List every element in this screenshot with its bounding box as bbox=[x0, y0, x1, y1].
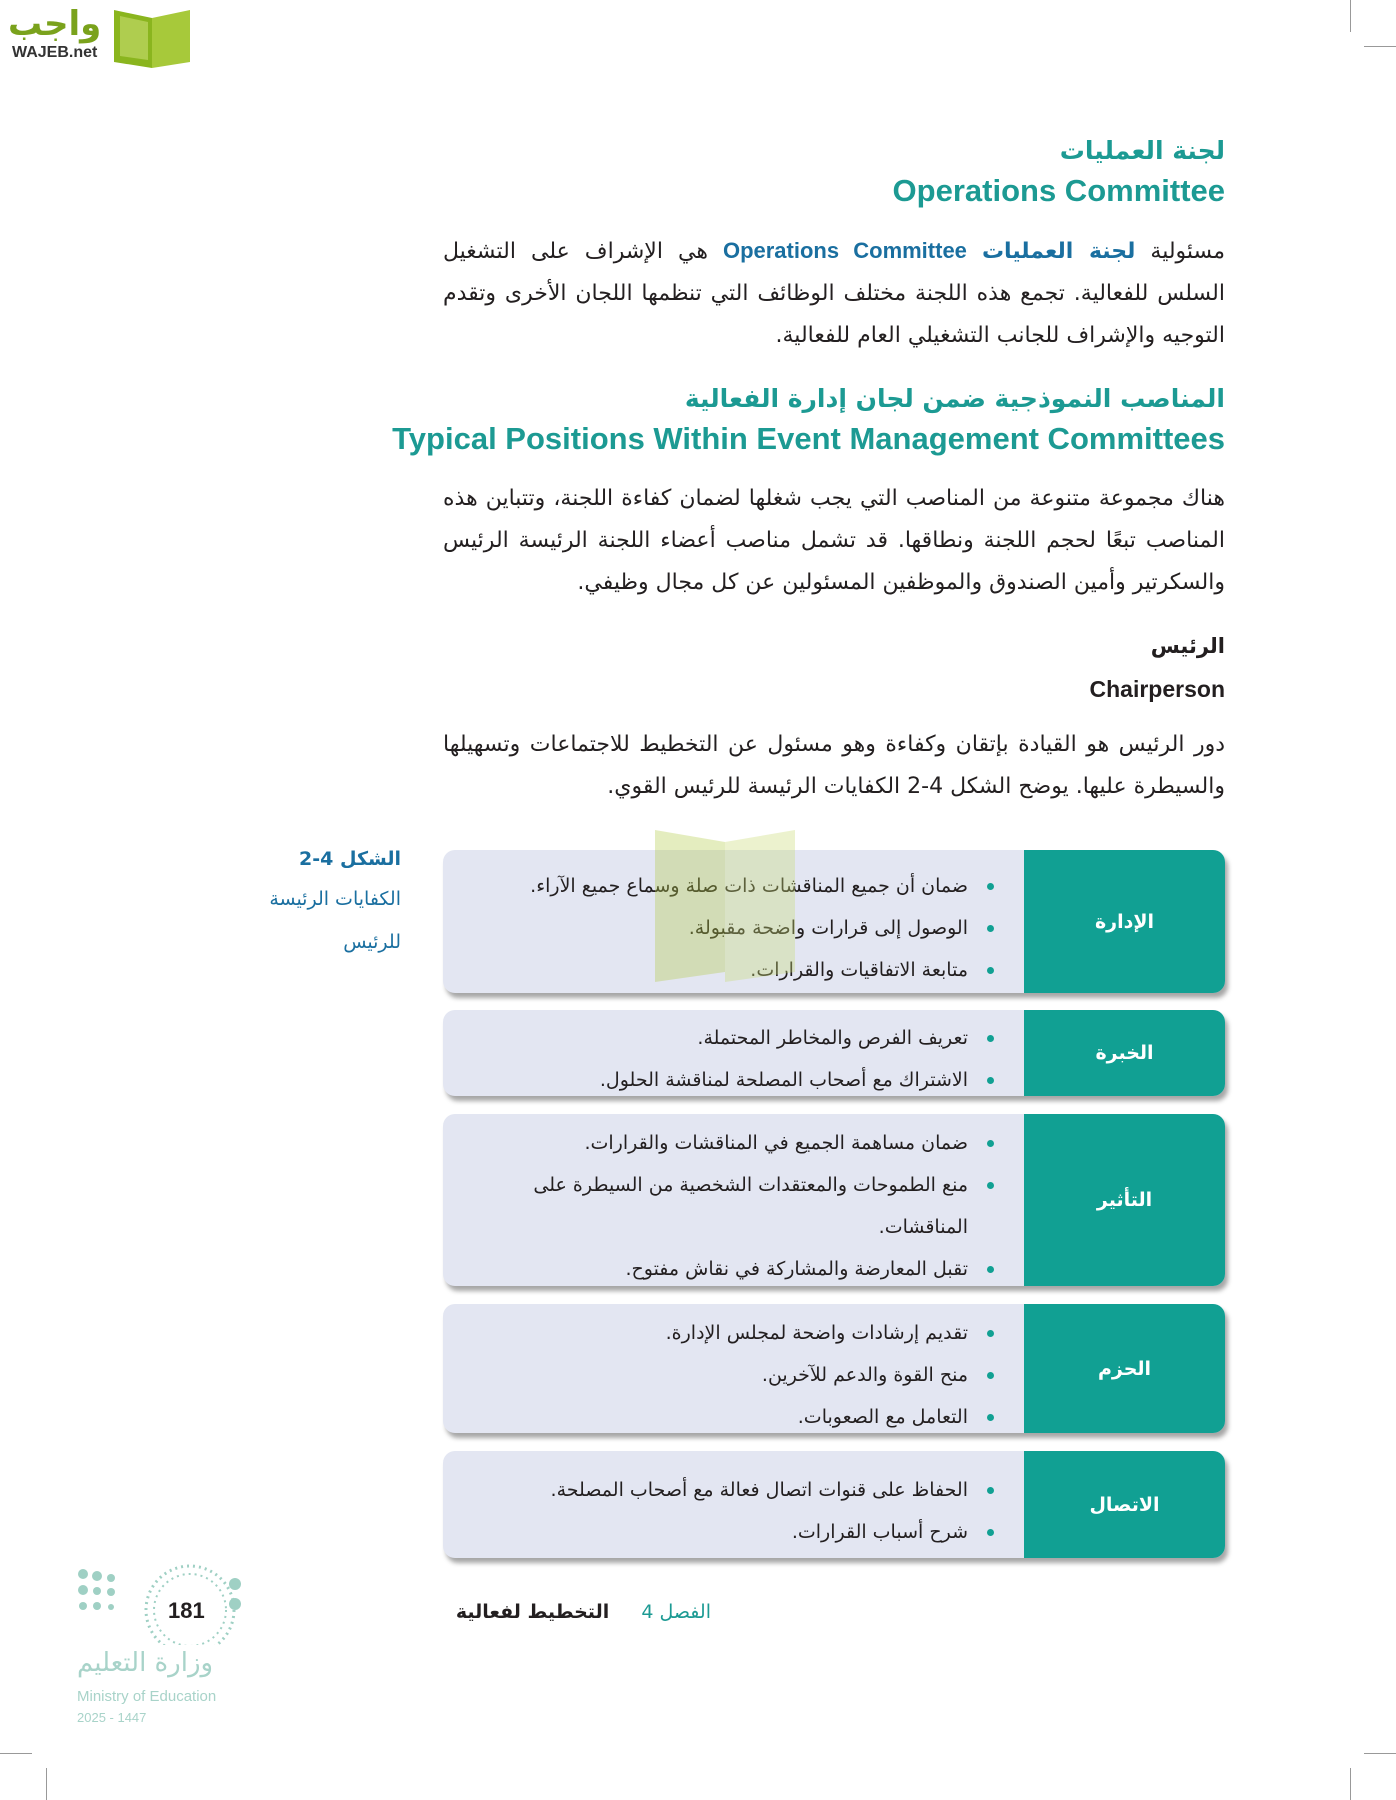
competency-label: الحزم bbox=[1024, 1304, 1225, 1433]
chapter-label: الفصل 4 bbox=[641, 1601, 711, 1623]
chair-paragraph: دور الرئيس هو القيادة بإتقان وكفاءة وهو مسئول عن التخطيط للاجتماعات وتسهيلها والسيطرة عليها. يوضح الشكل 4-2 الكفايات الرئيسة للرئيس القوي. bbox=[443, 732, 1225, 799]
figure-caption: الكفايات الرئيسة bbox=[269, 888, 401, 910]
list-item: تقديم إرشادات واضحة لمجلس الإدارة. bbox=[463, 1312, 994, 1354]
crop-mark bbox=[46, 1768, 47, 1800]
para-text: هي الإشراف على التشغيل السلس للفعالية. تجمع هذه اللجنة مختلف الوظائف التي تنظمها اللجان الأخرى وتقدم التوجيه والإشراف للجانب التشغيلي العام للفعالية. bbox=[443, 239, 1225, 348]
figure-caption: للرئيس bbox=[343, 931, 401, 953]
crop-mark bbox=[1350, 0, 1351, 32]
list-item: الوصول إلى قرارات واضحة مقبولة. bbox=[463, 907, 994, 949]
chapter-title: التخطيط لفعالية bbox=[455, 1601, 610, 1623]
book-icon bbox=[108, 6, 196, 68]
crop-mark bbox=[1364, 46, 1396, 47]
ministry-logo bbox=[75, 1560, 250, 1730]
competency-label: الخبرة bbox=[1024, 1010, 1225, 1096]
competency-box-management bbox=[443, 850, 1225, 993]
competency-list bbox=[443, 1304, 1024, 1433]
operations-paragraph bbox=[443, 230, 1225, 357]
section-title-ar: المناصب النموذجية ضمن لجان إدارة الفعالية bbox=[684, 384, 1225, 413]
section-title-ar: لجنة العمليات bbox=[1059, 136, 1225, 165]
crop-mark bbox=[1350, 1768, 1351, 1800]
section-title-en: Operations Committee bbox=[892, 173, 1225, 208]
ministry-en: Ministry of Education bbox=[77, 1688, 217, 1705]
list-item: التعامل مع الصعوبات. bbox=[463, 1396, 994, 1434]
competency-list bbox=[443, 1114, 1024, 1286]
chair-title-ar: الرئيس bbox=[1150, 634, 1225, 658]
ministry-dots-icon bbox=[75, 1560, 250, 1645]
list-item: ضمان أن جميع المناقشات ذات صلة وسماع جميع الآراء. bbox=[463, 865, 994, 907]
competency-box-expertise bbox=[443, 1010, 1225, 1096]
list-item: شرح أسباب القرارات. bbox=[463, 1511, 994, 1553]
competency-label: الإدارة bbox=[1024, 850, 1225, 993]
figure-number: الشكل 4-2 bbox=[299, 848, 401, 870]
competency-box-assertiveness bbox=[443, 1304, 1225, 1433]
list-item: الاشتراك مع أصحاب المصلحة لمناقشة الحلول. bbox=[463, 1059, 994, 1096]
section-title-en: Typical Positions Within Event Management Committees bbox=[392, 421, 1225, 456]
list-item: منح القوة والدعم للآخرين. bbox=[463, 1354, 994, 1396]
competency-label: الاتصال bbox=[1024, 1451, 1225, 1558]
list-item: متابعة الاتفاقيات والقرارات. bbox=[463, 949, 994, 991]
list-item: منع الطموحات والمعتقدات الشخصية من السيطرة على المناقشات. bbox=[463, 1164, 994, 1248]
crop-mark bbox=[0, 1753, 32, 1754]
wajeb-logo[interactable] bbox=[8, 4, 193, 68]
list-item: الحفاظ على قنوات اتصال فعالة مع أصحاب المصلحة. bbox=[463, 1469, 994, 1511]
chapter-footer bbox=[456, 1601, 711, 1623]
competency-label: التأثير bbox=[1024, 1114, 1225, 1286]
chair-title-en: Chairperson bbox=[1089, 676, 1225, 702]
crop-mark bbox=[1364, 1753, 1396, 1754]
competency-box-influence bbox=[443, 1114, 1225, 1286]
ministry-ar: وزارة التعليم bbox=[77, 1648, 214, 1678]
logo-arabic: واجب bbox=[8, 4, 102, 44]
competency-list bbox=[443, 1451, 1024, 1558]
competency-list bbox=[443, 1010, 1024, 1096]
list-item: تعريف الفرص والمخاطر المحتملة. bbox=[463, 1017, 994, 1059]
para-text: مسئولية bbox=[1135, 239, 1225, 264]
page-number: 181 bbox=[168, 1598, 205, 1623]
competency-list bbox=[443, 850, 1024, 993]
term-en: Operations Committee bbox=[722, 238, 967, 263]
competency-box-communication bbox=[443, 1451, 1225, 1558]
list-item: تقبل المعارضة والمشاركة في نقاش مفتوح. bbox=[463, 1248, 994, 1286]
ministry-year: 2025 - 1447 bbox=[77, 1710, 147, 1725]
logo-latin: WAJEB.net bbox=[12, 44, 98, 61]
term-ar: لجنة العمليات bbox=[981, 239, 1136, 264]
positions-paragraph: هناك مجموعة متنوعة من المناصب التي يجب شغلها لضمان كفاءة اللجنة، وتتباين هذه المناصب تبعًا لحجم اللجنة ونطاقها. قد تشمل مناصب أعضاء اللجنة الرئيسة الرئيس والسكرتير وأمين الصندوق والموظفين المسئولين عن كل مجال وظيفي. bbox=[443, 486, 1225, 595]
list-item: ضمان مساهمة الجميع في المناقشات والقرارات. bbox=[463, 1122, 994, 1164]
